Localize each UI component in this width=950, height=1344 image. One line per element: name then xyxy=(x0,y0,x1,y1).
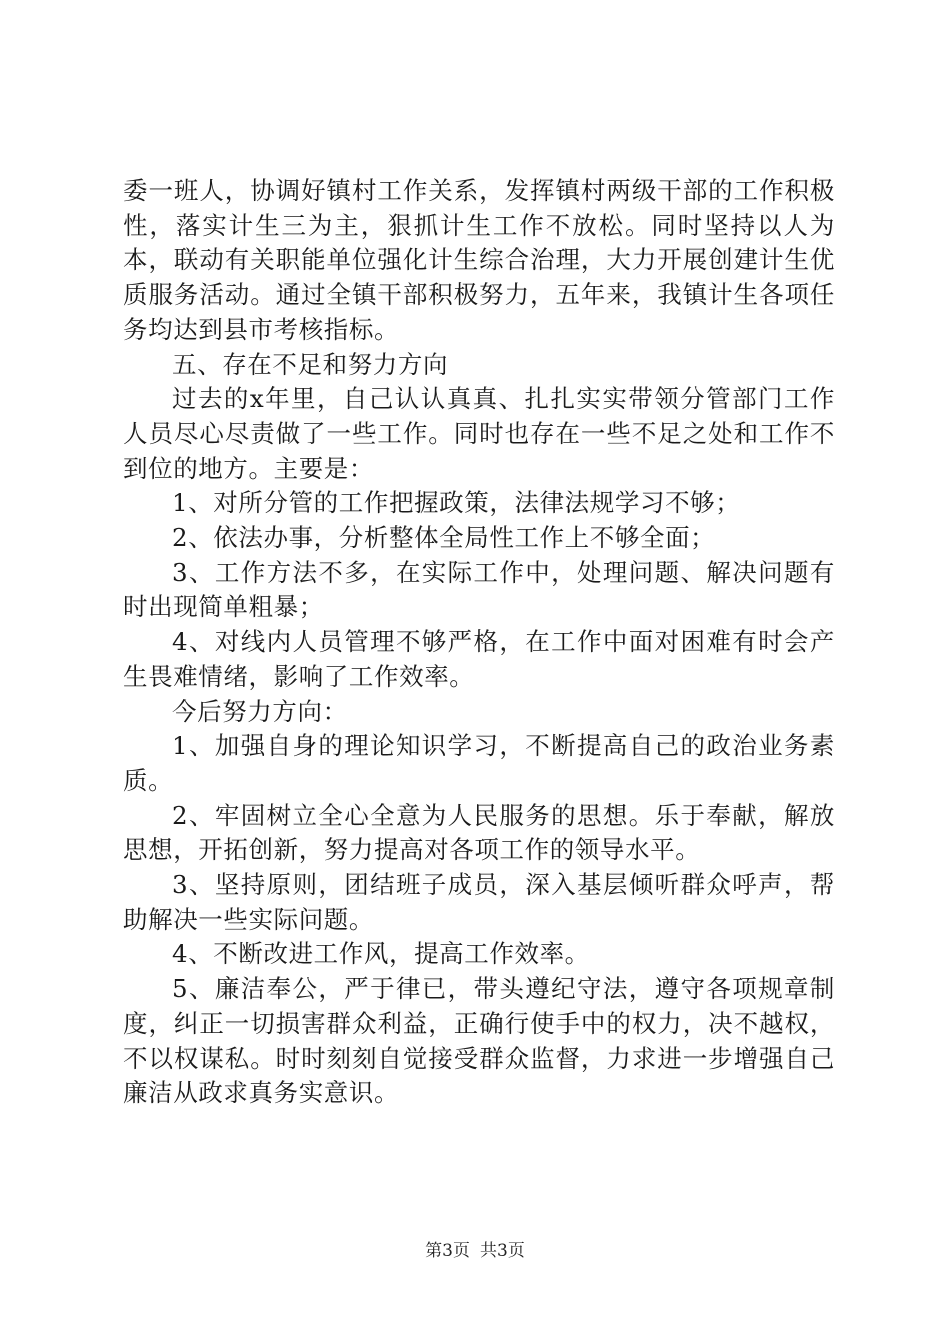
document-body xyxy=(123,174,835,1111)
paragraph: 3、坚持原则，团结班子成员，深入基层倾听群众呼声，帮助解决一些实际问题。 xyxy=(123,870,835,934)
paragraph: 1、对所分管的工作把握政策，法律法规学习不够； xyxy=(172,488,741,518)
paragraph: 2、牢固树立全心全意为人民服务的思想。乐于奉献，解放思想，开拓创新，努力提高对各项工作的领导水平。 xyxy=(123,800,835,865)
paragraph: 3、工作方法不多，在实际工作中，处理问题、解决问题有时出现简单粗暴； xyxy=(123,557,835,622)
paragraph: 5、廉洁奉公，严于律已，带头遵纪守法，遵守各项规章制度，纠正一切损害群众利益，正确行使手中的权力，决不越权，不以权谋私。时时刻刻自觉接受群众监督，力求进一步增强自己廉洁从政求真务实意识。 xyxy=(123,974,835,1108)
paragraph: 2、依法办事，分析整体全局性工作上不够全面； xyxy=(172,523,716,553)
paragraph: 4、对线内人员管理不够严格，在工作中面对困难有时会产生畏难情绪，影响了工作效率。 xyxy=(123,627,835,691)
paragraph: 五、存在不足和努力方向 xyxy=(172,349,449,379)
page-number: 第3页 xyxy=(425,1241,470,1261)
paragraph: 委一班人，协调好镇村工作关系，发挥镇村两级干部的工作积极性，落实计生三为主，狠抓计生工作不放松。同时坚持以人为本，联动有关职能单位强化计生综合治理，大力开展创建计生优质服务活动。通过全镇干部积极努力，五年来，我镇计生各项任务均达到县市考核指标。 xyxy=(123,176,835,344)
paragraph: 过去的x年里，自己认认真真、扎扎实实带领分管部门工作人员尽心尽责做了一些工作。同时也存在一些不足之处和工作不到位的地方。主要是： xyxy=(123,384,835,483)
paragraph: 今后努力方向： xyxy=(172,696,348,726)
page-total: 共3页 xyxy=(480,1241,525,1261)
page-footer xyxy=(0,1240,950,1262)
paragraph: 4、不断改进工作风，提高工作效率。 xyxy=(172,939,590,969)
paragraph: 1、加强自身的理论知识学习，不断提高自己的政治业务素质。 xyxy=(123,731,835,795)
